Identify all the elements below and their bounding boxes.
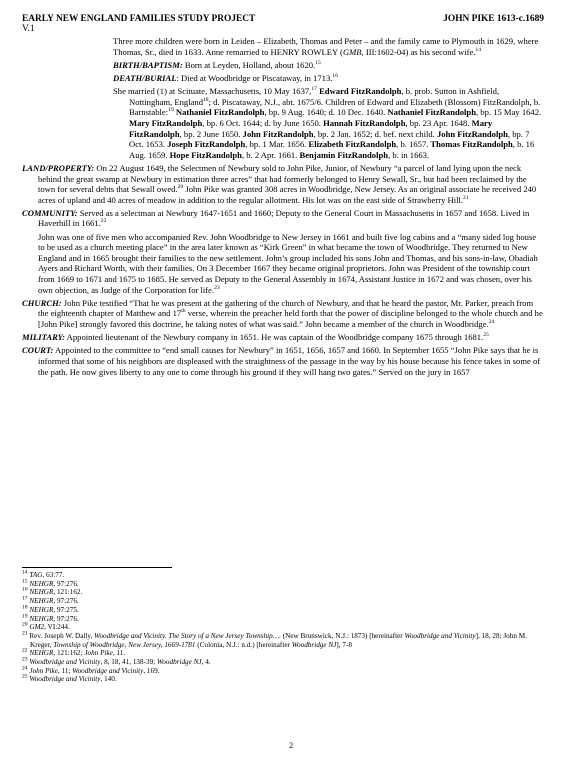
land-section: LAND/PROPERTY: On 22 August 1649, the Selectmen of Newbury sold to John Pike, Junior, of Newbury “a parcel of land lying upon the neck behind the great swamp at Newbury in estimation three acres” that had formerly belonged to Henry Sewall, Sr., but had been reclaimed by the town for several debts that Sewall owed.$^{20}$ John Pike was granted 308 acres in Woodbridge, New Jersey. As an original associate he received 240 acres of upland and 40 acres of meadow in addition to the regular allotment. His lot was on the east side of Strawberry Hill.$^{21}$	[22, 162, 537, 205]
footnote-ref[interactable]: 14	[475, 46, 481, 53]
footnote-ref[interactable]: 21	[463, 194, 469, 201]
birth-label: BIRTH/BAPTISM:	[113, 59, 183, 70]
footnote-item: $^{21}$ Rev. Joseph W. Dally, Woodbridge and Vicinity. The Story of a New Jersey Township…. (New Brunswick, N.J.: 1873) [hereinafter Woodbridge and Vicinity], 18, 28; John M. Kreger, Township of Woodbridge, New Jersey, 1669-1781 (Colonia, N.J.: n.d.) [hereinafter Woodbridge NJ], 7-8	[22, 630, 527, 649]
death-section: DEATH/BURIAL: Died at Woodbridge or Piscataway, in 1713.16	[113, 72, 338, 83]
community-section: COMMUNITY: Served as a selectman at Newbury 1647-1651 and 1660; Deputy to the General Court in Massachusetts in 1657 and 1658. Lived in Haverhill in 1661.22	[22, 207, 530, 229]
court-label: COURT:	[22, 345, 54, 356]
footnote-ref[interactable]: 22	[100, 218, 107, 225]
header-subject: JOHN PIKE 1613-c.1689	[443, 14, 544, 24]
footnote-ref[interactable]: 25	[483, 332, 489, 339]
footnote-item: $^{20}$ GM2, VI:244.	[22, 621, 70, 632]
footnote-ref[interactable]: 16	[332, 73, 338, 80]
military-label: MILITARY:	[22, 332, 65, 343]
footnote-item: $^{23}$ Woodbridge and Vicinity, 8, 18, 41, 138-39; Woodbridge NJ, 4.	[22, 656, 211, 667]
footnote-item: $^{16}$ NEHGR, 121:162.	[22, 587, 83, 597]
paragraph-leiden: Three more children were born in Leiden – Elizabeth, Thomas and Peter – and the family came to Plymouth in 1629, where Thomas, Sr., died in 1633. Anne remarried to HENRY ROWLEY (GMB, III:1602-04) as his second wife.$^{14}$	[113, 36, 539, 57]
footnote-ref[interactable]: 15	[315, 59, 321, 66]
footnote-item: $^{17}$ NEHGR, 97:276.	[22, 595, 79, 606]
footnote-ref[interactable]: 19	[168, 107, 174, 114]
military-section: MILITARY: Appointed lieutenant of the Newbury company in 1651. He was captain of the Woodbridge company 1675 through 1681.25	[22, 332, 489, 343]
footnote-ref[interactable]: 23	[214, 284, 220, 291]
marriage-section: She married (1) at Scituate, Massachusetts, 10 May 1637,17 Edward FitzRandolph, b. prob. Sutton in Ashfield, Nottingham, England$^{18}$; d. Piscataway, N.J., abt. 1675/6. Children of Edward and Elizabeth (Blossom) FitzRandolph, b. Barnstable:$^{19}$ Nathaniel FitzRandolph, bp. 9 Aug. 1640; d. 10 Dec. 1640. Nathaniel FitzRandolph, bp. 15 May 1642. Mary FitzRandolph, bp. 6 Oct. 1644; d. by June 1650. Hannah FitzRandolph, bp. 23 Apr. 1648. Mary FitzRandolph, bp. 2 June 1650. John FitzRandolph, bp. 2 Jan. 1652; d. bef. next child. John FitzRandolph, bp. 7 Oct. 1653. Joseph FitzRandolph, bp. 1 Mar. 1656. Elizabeth FitzRandolph, b. 1657. Thomas FitzRandolph, b. 16 Aug. 1659. Hope FitzRandolph, b. 2 Apr. 1661. Benjamin FitzRandolph, b. in 1663.	[113, 86, 542, 160]
header-project-title: EARLY NEW ENGLAND FAMILIES STUDY PROJECT	[22, 14, 256, 24]
footnote-ref[interactable]: 17	[311, 86, 317, 93]
church-section: CHURCH: John Pike testified “That he was present at the gathering of the church of Newbury, and that he heard the pastor, Mr. Parker, preach from the eighteenth chapter of Matthew and 17th verse, wherein the preacher held forth that the power of discipline belonged to the whole church and he [John Pike] strongly favored this doctrine, he taking notes of what was said.” John became a member of the church in Woodbridge.$^{24}$	[22, 297, 543, 329]
document-body	[22, 36, 544, 380]
birth-section: BIRTH/BAPTISM: Born at Leyden, Holland, about 1620.15	[113, 59, 321, 70]
church-label: CHURCH:	[22, 297, 62, 308]
community-paragraph-2: John was one of five men who accompanied Rev. John Woodbridge to New Jersey in 1661 and built five log cabins and a “many sided log house to be used as a church meeting place” in the area later known as “Kirk Green” in what became the town of Woodbridge. They returned to New England and in 1665 brought their families to the new settlement. John’s group included his sons John and Thomas, and his sons-in-law, Obadiah Ayers and Richard Worth, with their families. On 3 December 1667 they became original proprietors. John was President of the township court from 1669 to 1671 and 1675 to 1685. He served as Deputy to the General Assembly in 1674, Assistant Justice in 1672 and was chosen, over his own objection, as Judge of the Corporation for life.$^{23}$	[38, 231, 538, 295]
death-label: DEATH/BURIAL	[113, 72, 177, 83]
footnote-item: $^{19}$ NEHGR, 97:276.	[22, 613, 79, 623]
footnote-divider	[22, 567, 172, 568]
footnote-ref[interactable]: 24	[488, 319, 495, 326]
footnote-item: $^{18}$ NEHGR, 97:275.	[22, 604, 79, 614]
spouse-name: Edward FitzRandolph	[316, 86, 402, 97]
land-label: LAND/PROPERTY:	[22, 162, 95, 173]
footnote-item: $^{24}$ John Pike, 11; Woodbridge and Vicinity, 169.	[22, 665, 160, 675]
footnote-item: $^{22}$ NEHGR, 121:162; John Pike, 11.	[22, 647, 126, 658]
footnote-item: $^{14}$ TAG, 63:77.	[22, 569, 65, 579]
community-label: COMMUNITY:	[22, 207, 78, 218]
footnotes	[22, 571, 542, 684]
footnote-ref[interactable]: 20	[177, 184, 184, 191]
footnote-ref[interactable]: 18	[203, 96, 209, 103]
footnote-item: $^{25}$ Woodbridge and Vicinity, 140.	[22, 674, 117, 684]
footnote-item: $^{15}$ NEHGR, 97:276.	[22, 578, 79, 588]
page-number: 2	[288, 740, 294, 750]
header-version: V.1	[22, 24, 35, 34]
court-section: COURT: Appointed to the committee to “end small causes for Newbury” in 1651, 1656, 1657 and 1660. In September 1655 “John Pike says that he is informed that some of his neighbors are displeased with the straightness of the passage in the way by his house because his fence takes in some of the path. He now gives liberty to any one to come through his ground if they will hang two gates.” Served on the jury in 1657	[22, 345, 541, 377]
